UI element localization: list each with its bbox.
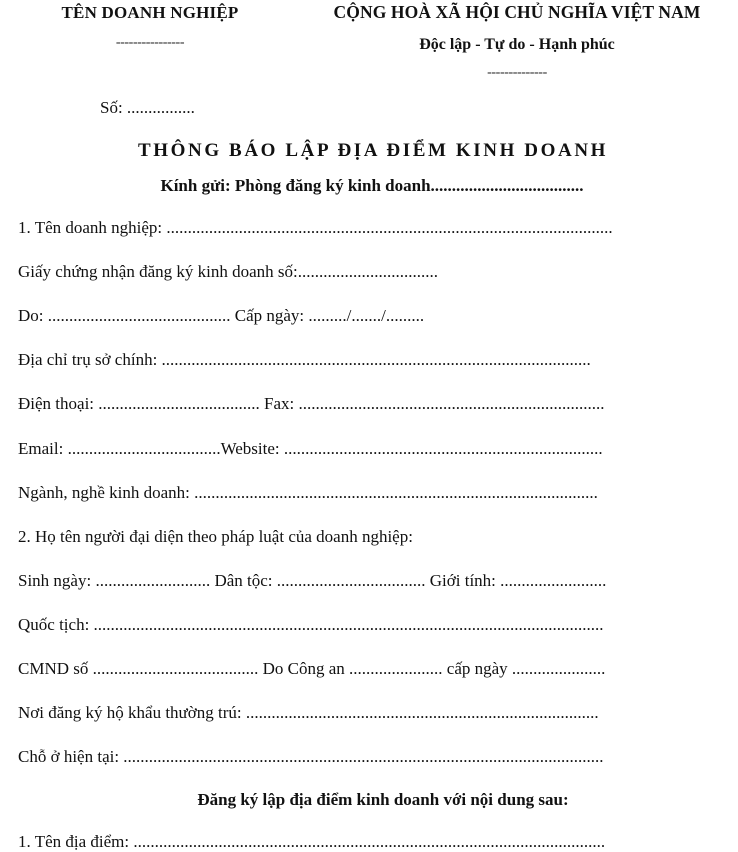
form-line: 1. Tên địa điểm: ............................................................................................................... [18,831,606,851]
document-header [0,0,738,80]
form-line: Địa chỉ trụ sở chính: ..................................................................................................... [18,350,591,370]
form-line: Điện thoại: ...................................... Fax: ........................................................................ [18,394,605,414]
national-title: CỘNG HOÀ XÃ HỘI CHỦ NGHĨA VIỆT NAM [333,2,701,22]
section-heading: Đăng ký lập địa điểm kinh doanh với nội dung sau: [197,789,569,809]
organization-name-rule: ---------------- [115,35,185,51]
form-line: Nơi đăng ký hộ khẩu thường trú: ................................................................................... [18,702,599,722]
header-right-column [300,2,738,80]
form-body [0,218,738,852]
form-line: 1. Tên doanh nghiệp: ......................................................................................................... [18,218,613,238]
form-line: Sinh ngày: ........................... Dân tộc: ................................... Giới tính: ......................... [18,570,607,590]
national-motto-rule: -------------- [487,64,547,80]
form-line: Email: ....................................Website: ........................................................................... [18,438,603,458]
recipient-line: Kính gửi: Phòng đăng ký kinh doanh.................................... [160,176,584,196]
form-line: Quốc tịch: ........................................................................................................................ [18,614,604,634]
page-title: THÔNG BÁO LẬP ĐỊA ĐIỂM KINH DOANH [137,140,609,162]
document-number-field: Số: ................ [100,97,195,117]
form-line: Ngành, nghề kinh doanh: ............................................................................................... [18,482,598,502]
organization-name: TÊN DOANH NGHIỆP [61,3,239,22]
form-line: Chỗ ở hiện tại: ................................................................................................................. [18,746,604,766]
form-line: CMND số ....................................... Do Công an ...................... cấp ngày ...................... [18,658,606,678]
form-line: Do: ........................................... Cấp ngày: ........./......./......... [18,306,425,326]
national-motto: Độc lập - Tự do - Hạnh phúc [419,35,615,53]
form-line: Giấy chứng nhận đăng ký kinh doanh số:................................. [18,262,439,282]
form-line: 2. Họ tên người đại diện theo pháp luật của doanh nghiệp: [18,526,413,546]
header-left-column [0,2,300,50]
